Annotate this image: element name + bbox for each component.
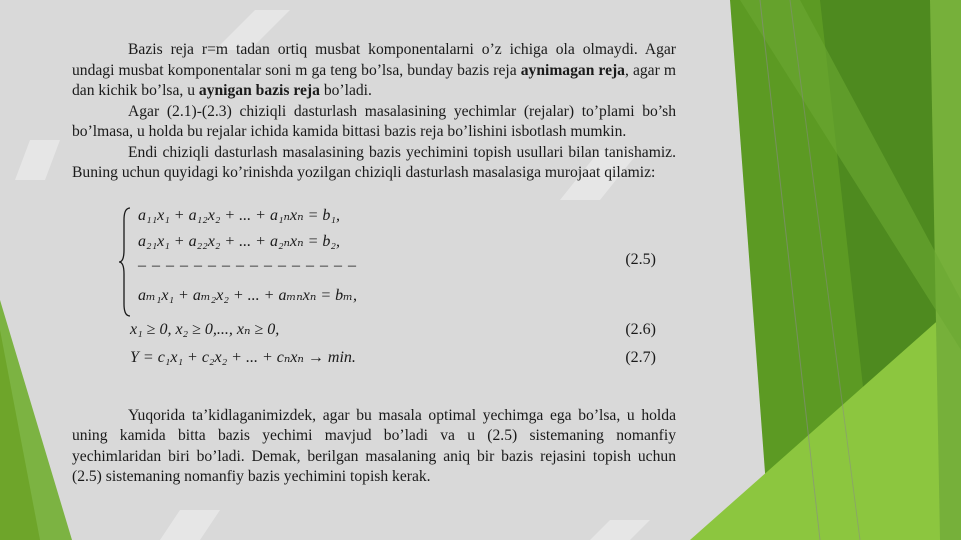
- paragraph-3: Endi chiziqli dasturlash masalasining bazis yechimini topish usullari bilan tanishamiz. Buning uchun quyidagi ko’rinishda yozilgan chiziqli dasturlash masalasiga murojaat qilamiz:: [72, 143, 676, 181]
- equation-number-2-7: (2.7): [625, 348, 656, 366]
- equation-row-m: aₘ₁x₁ + aₘ₂x₂ + ... + aₘₙxₙ = bₘ,: [138, 286, 357, 304]
- equation-number-2-5: (2.5): [625, 250, 656, 268]
- paragraph-2: Agar (2.1)-(2.3) chiziqli dasturlash masalasining yechimlar (rejalar) to’plami bo’sh bo’lmasa, u holda bu rejalar ichida kamida bittasi bazis reja bo’lishini isbotlash mumkin.: [72, 102, 676, 140]
- equation-row-1: a₁₁x₁ + a₁₂x₂ + ... + a₁ₙxₙ = b₁,: [138, 206, 340, 224]
- document-body: [72, 40, 676, 488]
- paragraph-1: Bazis reja r=m tadan ortiq musbat komponentalarni o’z ichiga ola olmaydi. Agar undagi musbat komponentalar soni m ga teng bo’lsa, bunday bazis reja aynimagan reja, agar m dan kichik bo’lsa, u aynigan bazis reja bo’ladi.: [72, 41, 676, 99]
- system-brace: [118, 206, 132, 318]
- nonnegativity-constraint: x₁ ≥ 0, x₂ ≥ 0,..., xₙ ≥ 0,: [130, 320, 280, 338]
- objective-function: Y = c₁x₁ + c₂x₂ + ... + cₙxₙ → min.: [130, 348, 356, 366]
- equation-block: [72, 200, 676, 388]
- term-aynimagan-reja: aynimagan reja: [520, 61, 625, 79]
- equation-number-2-6: (2.6): [625, 320, 656, 338]
- term-aynigan-bazis-reja: aynigan bazis reja: [198, 82, 320, 99]
- paragraph-4: Yuqorida ta’kidlaganimizdek, agar bu masala optimal yechimga ega bo’lsa, u holda uning kamida bitta bazis yechimi mavjud bo’ladi va u (2.5) sistemaning nomanfiy yechimlaridan biri bo’ladi. Demak, berilgan masalaning aniq bir bazis rejasini topish uchun (2.5) sistemaning nomanfiy bazis yechimini topish kerak.: [72, 406, 676, 485]
- equation-dash-row: – – – – – – – – – – – – – – – –: [138, 256, 357, 274]
- equation-row-2: a₂₁x₁ + a₂₂x₂ + ... + a₂ₙxₙ = b₂,: [138, 232, 340, 250]
